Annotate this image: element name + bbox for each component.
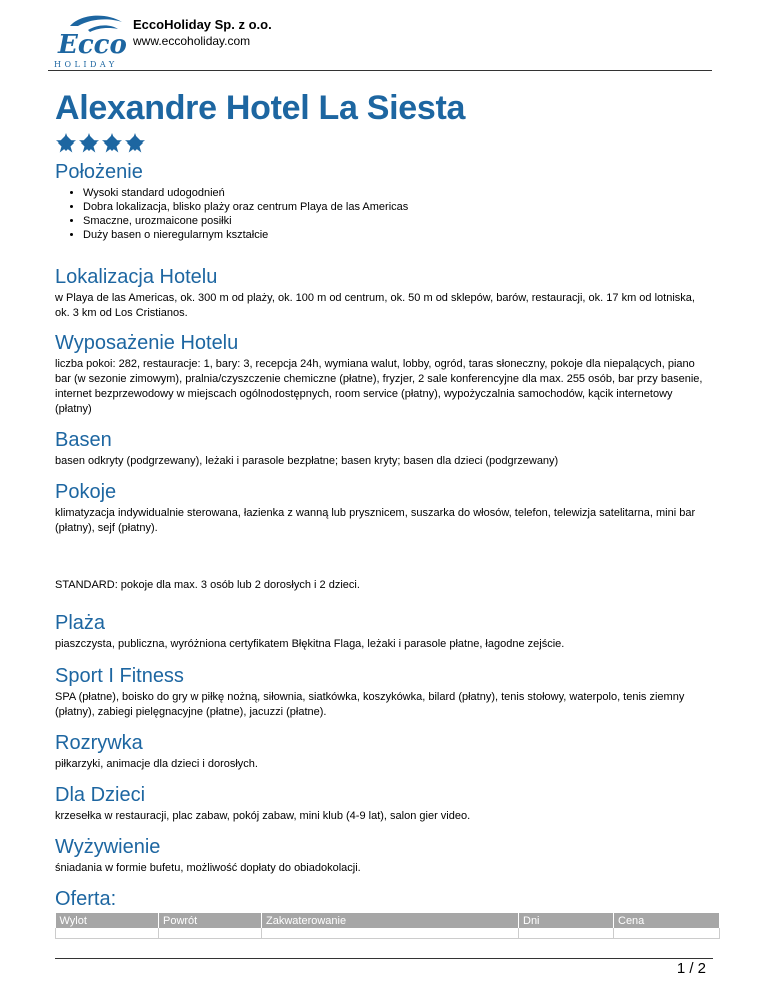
section-title-wyposazenie: Wyposażenie Hotelu: [55, 332, 239, 354]
ecco-holiday-logo: [48, 12, 128, 70]
section-title-basen: Basen: [55, 429, 112, 451]
section-text-dzieci: krzesełka w restauracji, plac zabaw, pokój zabaw, mini klub (4-9 lat), salon gier video.: [55, 810, 471, 822]
hotel-stars: [55, 132, 705, 154]
star-icon: [124, 132, 146, 154]
table-cell: [262, 928, 519, 939]
section-title-lokalizacja: Lokalizacja Hotelu: [55, 266, 218, 288]
column-header-powrot: Powrót: [159, 913, 262, 928]
hotel-name: Alexandre Hotel La Siesta: [55, 89, 466, 127]
column-header-cena: Cena: [614, 913, 720, 928]
section-text-wyposazenie: liczba pokoi: 282, restauracje: 1, bary: 3, recepcja 24h, wymiana walut, lobby, ogród, taras słoneczny, pokoje dla niepalących, piano bar (w sezonie zimowym), pralnia/czyszczenie chemiczne (płatne), fryzjer, 2 sale konferencyjne dla max. 255 osób, bar przy basenie, internet bezprzewodowy w miejscach ogólnodostępnych, room service (płatny), wypożyczalnia samochodów, kącik internetowy (płatny): [55, 358, 703, 415]
section-title-rozrywka: Rozrywka: [55, 732, 143, 754]
list-item: • Duży basen o nieregularnym kształcie: [83, 228, 705, 242]
star-icon: [55, 132, 77, 154]
table-cell: [159, 928, 262, 939]
polozenie-list: [55, 186, 705, 242]
section-text-lokalizacja: w Playa de las Americas, ok. 300 m od plaży, ok. 100 m od centrum, ok. 50 m od sklepów, barów, restauracji, ok. 17 km od lotniska, ok. 3 km od Los Cristianos.: [55, 292, 695, 319]
section-text-wyzywienie: śniadania w formie bufetu, możliwość dopłaty do obiadokolacji.: [55, 862, 361, 874]
section-text-pokoje-standard: STANDARD: pokoje dla max. 3 osób lub 2 dorosłych i 2 dzieci.: [55, 579, 360, 591]
section-text-rozrywka: piłkarzyki, animacje dla dzieci i dorosłych.: [55, 758, 258, 770]
document-content: [55, 88, 705, 939]
page-header: [48, 12, 712, 71]
offer-table: [55, 913, 720, 939]
column-header-wylot: Wylot: [56, 913, 159, 928]
section-text-pokoje: klimatyzacja indywidualnie sterowana, łazienka z wanną lub prysznicem, suszarka do włosów, telefon, telewizja satelitarna, mini bar (płatny), sejf (płatny).: [55, 507, 696, 534]
star-icon: [101, 132, 123, 154]
section-text-sport: SPA (płatne), boisko do gry w piłkę nożną, siłownia, siatkówka, koszykówka, bilard (płatny), tenis stołowy, waterpolo, tenis ziemny (płatny), zabiegi pielęgnacyjne (płatne), jacuzzi (płatne).: [55, 691, 685, 718]
company-name: EccoHoliday Sp. z o.o.: [133, 17, 272, 32]
list-item: • Wysoki standard udogodnień: [83, 186, 705, 200]
column-header-zakwaterowanie: Zakwaterowanie: [262, 913, 519, 928]
table-row: [56, 928, 720, 939]
page-number: 1 / 2: [676, 960, 706, 977]
table-cell: [614, 928, 720, 939]
table-cell: [56, 928, 159, 939]
section-title-dzieci: Dla Dzieci: [55, 784, 146, 806]
column-header-dni: Dni: [519, 913, 614, 928]
section-text-plaza: piaszczysta, publiczna, wyróżniona certyfikatem Błękitna Flaga, leżaki i parasole płatne, łagodne zejście.: [55, 638, 565, 650]
logo-subtext: HOLIDAY: [54, 60, 118, 69]
section-title-wyzywienie: Wyżywienie: [55, 836, 161, 858]
logo-text: Ecco: [58, 30, 127, 60]
section-title-sport: Sport I Fitness: [55, 665, 184, 687]
list-item: • Smaczne, urozmaicone posiłki: [83, 214, 705, 228]
footer-divider: [55, 958, 713, 959]
star-icon: [78, 132, 100, 154]
company-website[interactable]: www.eccoholiday.com: [133, 34, 251, 48]
section-title-plaza: Plaża: [55, 612, 106, 634]
section-title-oferta: Oferta:: [55, 888, 117, 910]
section-title-pokoje: Pokoje: [55, 481, 117, 503]
section-title-polozenie: Położenie: [55, 161, 143, 183]
section-text-basen: basen odkryty (podgrzewany), leżaki i parasole bezpłatne; basen kryty; basen dla dzieci (podgrzewany): [55, 455, 559, 467]
table-header-row: [56, 913, 720, 928]
table-cell: [519, 928, 614, 939]
list-item: • Dobra lokalizacja, blisko plaży oraz centrum Playa de las Americas: [83, 200, 705, 214]
